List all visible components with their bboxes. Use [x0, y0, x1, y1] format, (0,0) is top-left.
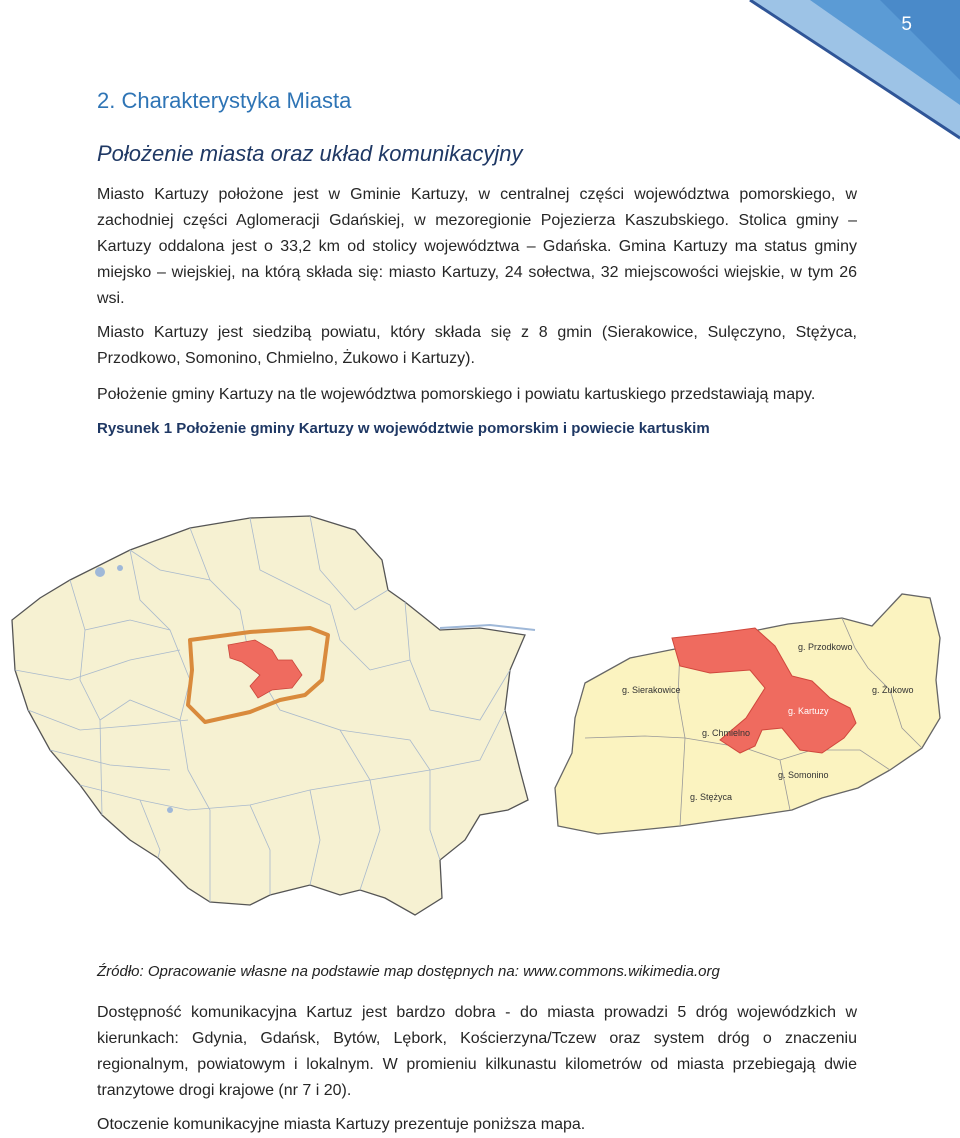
label-sierakowice: g. Sierakowice	[622, 685, 681, 695]
label-zukowo: g. Żukowo	[872, 685, 914, 695]
label-chmielno: g. Chmielno	[702, 728, 751, 738]
paragraph-transport-map-intro: Otoczenie komunikacyjne miasta Kartuzy prezentuje poniższa mapa.	[97, 1116, 586, 1133]
label-kartuzy: g. Kartuzy	[788, 706, 829, 716]
paragraph-location: Miasto Kartuzy położone jest w Gminie Kartuzy, w centralnej części województwa pomorskiego, w zachodniej części Aglomeracji Gdańskiej, w mezoregionie Pojezierza Kaszubskiego. Stolica gminy – Kartuzy oddalona jest o 33,2 km od stolicy województwa – Gdańska. Gmina Kartuzy ma status gminy miejsko – wiejskiej, na którą składa się: miasto Kartuzy, 24 sołectwa, 32 miejscowości wiejskie, w tym 26 wsi.	[97, 186, 857, 307]
page-number: 5	[901, 14, 912, 35]
paragraph-maps-intro: Położenie gminy Kartuzy na tle województwa pomorskiego i powiatu kartuskiego przedstawiają mapy.	[97, 386, 816, 403]
figure-source: Źródło: Opracowanie własne na podstawie map dostępnych na: www.commons.wikimedia.org	[97, 963, 720, 980]
section-heading: 2. Charakterystyka Miasta	[97, 88, 352, 113]
paragraph-county: Miasto Kartuzy jest siedzibą powiatu, który składa się z 8 gmin (Sierakowice, Sulęczyno, Stężyca, Przodkowo, Somonino, Chmielno, Żukowo i Kartuzy).	[97, 324, 857, 367]
figure-caption: Rysunek 1 Położenie gminy Kartuzy w województwie pomorskim i powiecie kartuskim	[97, 420, 710, 437]
label-somonino: g. Somonino	[778, 770, 829, 780]
voivodeship-map	[10, 510, 540, 930]
corner-decoration	[730, 0, 960, 140]
county-map	[550, 588, 945, 850]
label-przodkowo: g. Przodkowo	[798, 642, 853, 652]
label-stezyca: g. Stężyca	[690, 792, 733, 802]
paragraph-transport: Dostępność komunikacyjna Kartuz jest bardzo dobra - do miasta prowadzi 5 dróg wojewódzkich w kierunkach: Gdynia, Gdańsk, Bytów, Lębork, Kościerzyna/Tczew oraz system dróg o znaczeniu regionalnym, powiatowym i lokalnym. W promieniu kilkunastu kilometrów od miasta przebiegają dwie tranzytowe drogi krajowe (nr 7 i 20).	[97, 1004, 857, 1099]
section-subheading: Położenie miasta oraz układ komunikacyjny	[97, 141, 523, 166]
